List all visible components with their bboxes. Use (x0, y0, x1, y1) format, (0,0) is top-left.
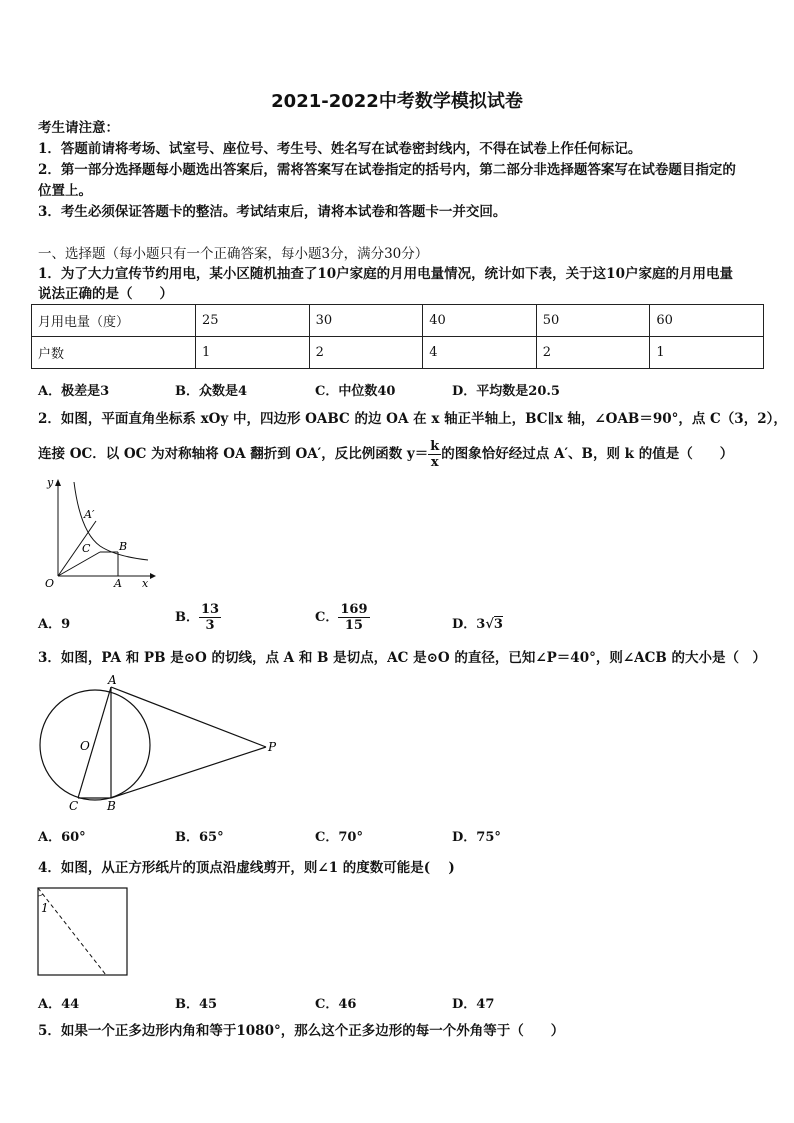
q2-option-a[interactable]: A．9 (38, 617, 71, 632)
table-cell: 50 (536, 305, 650, 337)
q5-text: 5．如果一个正多边形内角和等于1080°，那么这个正多边形的每一个外角等于（ ） (38, 1023, 565, 1039)
q3-option-c[interactable]: C．70° (315, 830, 363, 845)
q4-option-a[interactable]: A．44 (38, 997, 80, 1012)
label-c: C (82, 542, 91, 555)
table-cell: 60 (650, 305, 764, 337)
option-prefix: D．3 (452, 617, 486, 632)
q4-option-b[interactable]: B．45 (175, 997, 218, 1012)
q2-option-d[interactable] (452, 613, 503, 632)
sqrt-radicand: 3 (493, 617, 503, 632)
circle-o (40, 690, 150, 800)
tangent-pb (111, 747, 266, 798)
q4-option-d[interactable]: D．47 (452, 997, 495, 1012)
notice-item-2: 2．第一部分选择题每小题选出答案后，需将答案写在试卷指定的括号内，第二部分非选择题答案写在试卷题目指定的 (38, 162, 736, 178)
q3-circle-tangent-figure (34, 672, 284, 818)
fraction-numerator: 13 (201, 602, 220, 617)
q1-option-d[interactable]: D．平均数是20.5 (452, 384, 560, 399)
fraction-denominator: 15 (344, 618, 363, 633)
notice-heading: 考生请注意： (38, 120, 119, 136)
option-prefix: B． (175, 610, 199, 625)
tangent-pa (111, 687, 266, 747)
table-cell: 2 (309, 337, 423, 369)
q4-option-c[interactable]: C．46 (315, 997, 357, 1012)
q1-option-a[interactable]: A．极差是3 (38, 384, 110, 399)
x-axis-arrow (150, 573, 156, 579)
label-p: P (268, 740, 277, 754)
q4-square-figure (36, 886, 130, 978)
q2-option-c-fraction (338, 602, 369, 633)
q3-option-a[interactable]: A．60° (38, 830, 86, 845)
table-cell: 1 (650, 337, 764, 369)
notice-item-2-cont: 位置上。 (38, 183, 92, 199)
table-cell: 2 (536, 337, 650, 369)
fraction-denominator: 3 (205, 618, 215, 633)
label-y: y (47, 476, 54, 489)
table-row (32, 337, 764, 369)
label-a: A (108, 673, 117, 687)
q3-option-b[interactable]: B．65° (175, 830, 224, 845)
q1-text-2: 说法正确的是（ ） (38, 286, 173, 302)
notice-item-3: 3．考生必须保证答题卡的整洁。考试结束后，请将本试卷和答题卡一并交回。 (38, 204, 507, 220)
angle-1-arc (38, 894, 43, 896)
q2-option-b[interactable] (175, 602, 221, 633)
table-cell: 月用电量（度） (32, 305, 196, 337)
segment-oc (58, 552, 100, 576)
table-cell: 40 (423, 305, 537, 337)
notice-item-1: 1．答题前请将考场、试室号、座位号、考生号、姓名写在试卷密封线内，不得在试卷上作任何标记。 (38, 141, 642, 157)
q3-text: 3．如图，PA 和 PB 是⊙O 的切线，点 A 和 B 是切点，AC 是⊙O 的直径，已知∠P＝40°，则∠ACB 的大小是（ ） (38, 650, 766, 666)
q2-text-2b: 的图象恰好经过点 A′、B，则 k 的值是（ ） (441, 446, 734, 462)
q1-text-1: 1．为了大力宣传节约用电，某小区随机抽查了10户家庭的月用电量情况，统计如下表，关于这10户家庭的月用电量 (38, 266, 733, 282)
page-title: 2021-2022中考数学模拟试卷 (271, 91, 523, 112)
q2-option-b-fraction (199, 602, 221, 633)
fraction-denominator: x (430, 455, 439, 470)
sqrt-symbol: √ (485, 617, 494, 632)
label-c: C (69, 799, 79, 813)
section-heading: 一、选择题（每小题只有一个正确答案，每小题3分，满分30分） (38, 246, 429, 262)
table-cell: 4 (423, 337, 537, 369)
q2-text-2 (38, 436, 733, 472)
label-o: O (45, 577, 55, 590)
q2-option-c[interactable] (315, 602, 370, 633)
table-row (32, 305, 764, 337)
fraction-numerator: 169 (340, 602, 368, 617)
label-x: x (142, 577, 149, 590)
q4-text: 4．如图，从正方形纸片的顶点沿虚线剪开，则∠1 的度数可能是( ) (38, 860, 455, 876)
q1-option-c[interactable]: C．中位数40 (315, 384, 396, 399)
q3-option-d[interactable]: D．75° (452, 830, 501, 845)
q2-text-2a: 连接 OC．以 OC 为对称轴将 OA 翻折到 OA′，反比例函数 y＝ (38, 446, 429, 462)
q1-option-b[interactable]: B．众数是4 (175, 384, 248, 399)
label-a: A (114, 577, 122, 590)
label-o: O (80, 739, 90, 753)
fraction-numerator: k (430, 439, 440, 454)
q2-coordinate-figure (38, 474, 158, 592)
label-a-prime: A′ (84, 508, 95, 521)
q2-fraction (428, 439, 441, 470)
table-cell: 25 (196, 305, 310, 337)
table-cell: 30 (309, 305, 423, 337)
q2-text-1: 2．如图，平面直角坐标系 xOy 中，四边形 OABC 的边 OA 在 x 轴正半轴上，BC∥x 轴，∠OAB＝90°，点 C（3，2）， (38, 411, 787, 427)
table-cell: 户数 (32, 337, 196, 369)
square-paper (38, 888, 127, 975)
label-angle-1: 1 (41, 901, 49, 915)
option-prefix: C． (315, 610, 339, 625)
table-cell: 1 (196, 337, 310, 369)
label-b: B (107, 799, 116, 813)
q1-data-table (31, 304, 764, 369)
label-b: B (119, 540, 128, 553)
y-axis-arrow (55, 479, 61, 486)
